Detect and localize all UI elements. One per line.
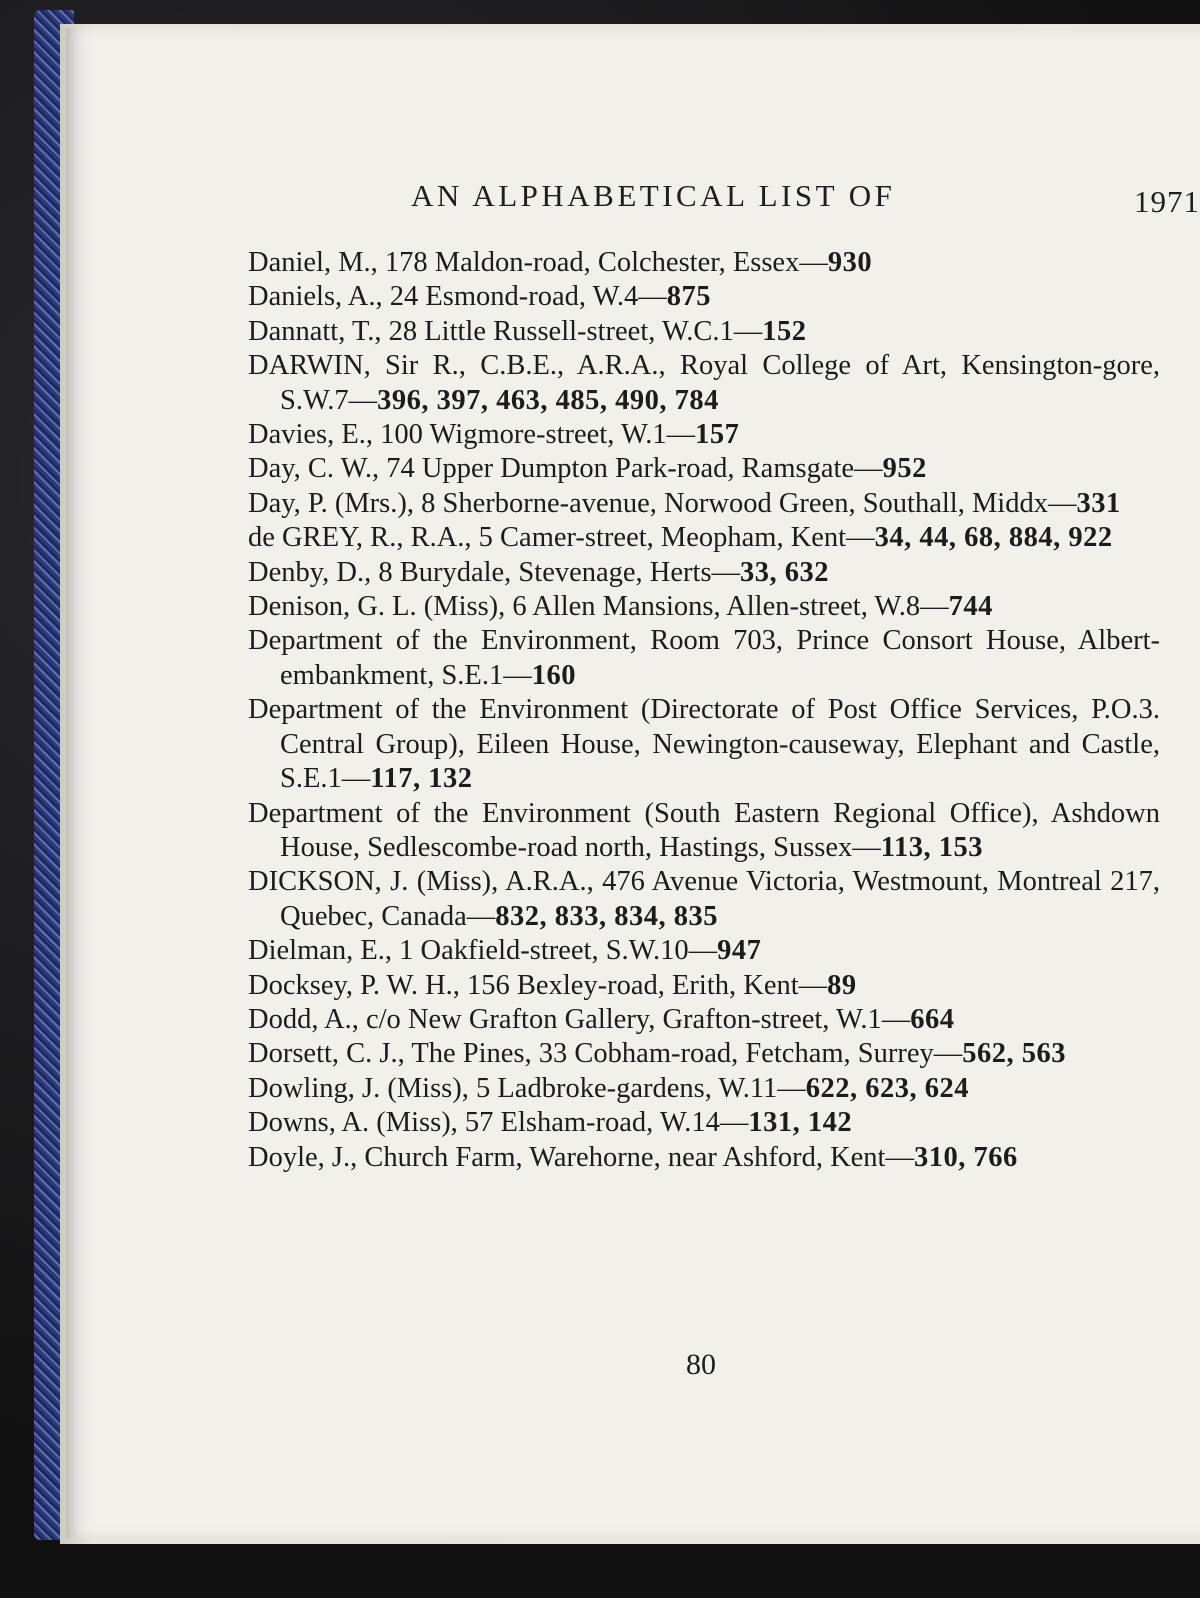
book-page bbox=[66, 28, 1200, 1538]
entry-text: Dowling, J. (Miss), 5 Ladbroke-gardens, W.11— bbox=[248, 1072, 806, 1104]
list-item bbox=[248, 1072, 1160, 1106]
entry-text: Denison, G. L. (Miss), 6 Allen Mansions, Allen-street, W.8— bbox=[248, 591, 949, 623]
entry-pages: 131, 142 bbox=[748, 1107, 853, 1139]
entry-pages: 117, 132 bbox=[370, 763, 473, 795]
entry-text: Docksey, P. W. H., 156 Bexley-road, Erith, Kent— bbox=[248, 969, 828, 1001]
entry-pages: 930 bbox=[827, 247, 873, 278]
entry-pages: 562, 563 bbox=[962, 1038, 1067, 1070]
list-item bbox=[248, 934, 1160, 968]
list-item bbox=[248, 418, 1160, 452]
entry-list bbox=[248, 246, 1160, 1175]
list-item bbox=[248, 693, 1160, 796]
entry-text: Department of the Environment, Room 703, Prince Consort House, Albert-embankment, S.E.1— bbox=[248, 625, 1160, 691]
page-number: 80 bbox=[686, 1348, 716, 1381]
entry-pages: 33, 632 bbox=[740, 556, 830, 588]
entry-text: DARWIN, Sir R., C.B.E., A.R.A., Royal College of Art, Kensington-gore, S.W.7— bbox=[248, 350, 1160, 416]
list-item bbox=[248, 797, 1160, 866]
list-item bbox=[248, 1141, 1160, 1175]
entry-text: Denby, D., 8 Burydale, Stevenage, Herts— bbox=[248, 556, 741, 588]
entry-text: Downs, A. (Miss), 57 Elsham-road, W.14— bbox=[248, 1107, 749, 1139]
entry-text: Daniels, A., 24 Esmond-road, W.4— bbox=[248, 281, 667, 313]
list-item bbox=[248, 349, 1160, 418]
entry-text: Day, P. (Mrs.), 8 Sherborne-avenue, Norwood Green, Southall, Middx— bbox=[248, 487, 1077, 519]
entry-pages: 310, 766 bbox=[913, 1141, 1018, 1173]
entry-text: Daniel, M., 178 Maldon-road, Colchester, Essex— bbox=[248, 247, 828, 278]
entry-pages: 744 bbox=[948, 591, 993, 623]
entry-pages: 396, 397, 463, 485, 490, 784 bbox=[377, 384, 719, 416]
entry-text: de GREY, R., R.A., 5 Camer-street, Meopham, Kent— bbox=[248, 522, 875, 554]
entry-pages: 152 bbox=[762, 315, 807, 347]
list-item bbox=[248, 590, 1160, 624]
entry-text: Dannatt, T., 28 Little Russell-street, W.C.1— bbox=[248, 315, 763, 347]
entry-text: Dielman, E., 1 Oakfield-street, S.W.10— bbox=[248, 935, 718, 967]
entry-pages: 331 bbox=[1076, 487, 1121, 519]
entry-text: Department of the Environment (South Eastern Regional Office), Ashdown House, Sedlescombe-road north, Hastings, Sussex— bbox=[248, 797, 1160, 863]
entry-text: Dorsett, C. J., The Pines, 33 Cobham-road, Fetcham, Surrey— bbox=[248, 1038, 963, 1070]
list-item bbox=[248, 556, 1160, 590]
entry-pages: 89 bbox=[827, 969, 857, 1001]
entry-text: Dodd, A., c/o New Grafton Gallery, Grafton-street, W.1— bbox=[248, 1003, 911, 1035]
list-item bbox=[248, 1003, 1160, 1037]
entry-pages: 157 bbox=[695, 419, 740, 451]
entry-text: Doyle, J., Church Farm, Warehorne, near Ashford, Kent— bbox=[248, 1141, 914, 1173]
list-item bbox=[248, 246, 1160, 280]
list-item bbox=[248, 1106, 1160, 1140]
list-item bbox=[248, 452, 1160, 486]
list-item bbox=[248, 487, 1160, 521]
running-header bbox=[66, 178, 1200, 218]
entry-text: Davies, E., 100 Wigmore-street, W.1— bbox=[248, 419, 696, 451]
entry-text: DICKSON, J. (Miss), A.R.A., 476 Avenue Victoria, Westmount, Montreal 217, Quebec, Canada— bbox=[248, 866, 1160, 932]
list-item bbox=[248, 969, 1160, 1003]
header-year: 1971 bbox=[1134, 184, 1200, 219]
entry-pages: 875 bbox=[666, 281, 712, 313]
page-title: AN ALPHABETICAL LIST OF bbox=[411, 178, 896, 213]
entry-pages: 113, 153 bbox=[880, 831, 983, 863]
list-item bbox=[248, 865, 1160, 934]
entry-pages: 622, 623, 624 bbox=[805, 1072, 970, 1104]
entry-pages: 34, 44, 68, 884, 922 bbox=[874, 522, 1113, 554]
entry-pages: 160 bbox=[531, 659, 576, 691]
list-item bbox=[248, 280, 1160, 314]
entry-pages: 947 bbox=[717, 935, 762, 967]
entry-pages: 664 bbox=[910, 1003, 955, 1035]
entry-text: Day, C. W., 74 Upper Dumpton Park-road, Ramsgate— bbox=[248, 453, 883, 485]
entry-pages: 952 bbox=[882, 453, 927, 485]
entry-text: Department of the Environment (Directorate of Post Office Services, P.O.3. Central Group), Eileen House, Newington-causeway, Elephant and Castle, S.E.1— bbox=[248, 694, 1160, 795]
list-item bbox=[248, 521, 1160, 555]
list-item bbox=[248, 315, 1160, 349]
entry-pages: 832, 833, 834, 835 bbox=[495, 900, 718, 932]
list-item bbox=[248, 1037, 1160, 1071]
list-item bbox=[248, 624, 1160, 693]
